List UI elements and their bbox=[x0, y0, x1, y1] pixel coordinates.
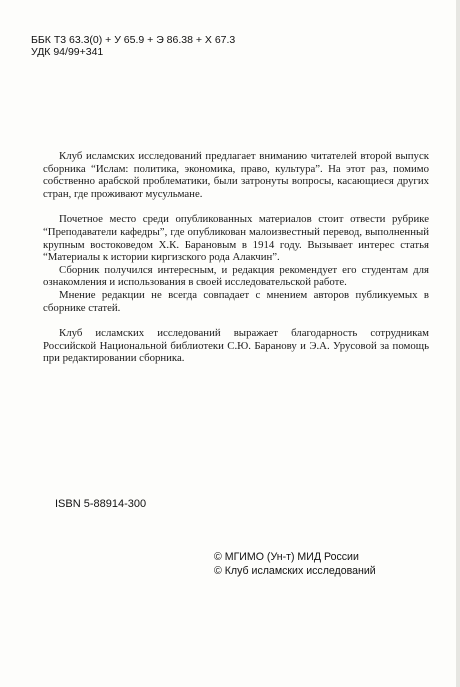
bbk-code: ББК Т3 63.3(0) + У 65.9 + Э 86.38 + Х 67.3 bbox=[31, 34, 236, 46]
copyright-block bbox=[214, 550, 376, 578]
body-text bbox=[43, 150, 429, 365]
paragraph-recommendation: Сборник получился интересным, и редакция рекомендует его студентам для ознакомления и использования в своей исследовательской работе. bbox=[43, 263, 429, 289]
paragraph-highlight: Почетное место среди опубликованных материалов стоит отвести рубрике “Преподаватели кафедры”, где опубликован малоизвестный перевод, выполненный крупным востоковедом Х.К. Барановым в 1914 году. Вызывает интерес статья “Материалы к истории киргизского рода Алакчин”. bbox=[43, 213, 429, 264]
copyright-line-mgimo: © МГИМО (Ун-т) МИД России bbox=[214, 551, 359, 563]
udk-code: УДК 94/99+341 bbox=[31, 46, 104, 58]
paragraph-disclaimer: Мнение редакции не всегда совпадает с мнением авторов публикуемых в сборнике статей. bbox=[43, 288, 429, 314]
paragraph-intro: Клуб исламских исследований предлагает вниманию читателей второй выпуск сборника “Ислам: политика, экономика, право, культура”. На этот раз, помимо собственно арабской проблематики, были затронуты вопросы, касающиеся других стран, где проживают мусульмане. bbox=[43, 150, 429, 200]
paragraph-acknowledgements: Клуб исламских исследований выражает благодарность сотрудникам Российской Национальной библиотеки С.Ю. Баранову и Э.А. Урусовой за помощь при редактировании сборника. bbox=[43, 327, 429, 365]
copyright-line-club: © Клуб исламских исследований bbox=[214, 565, 376, 577]
classification-block bbox=[31, 34, 235, 58]
page-edge-shadow bbox=[456, 0, 460, 687]
isbn: ISBN 5-88914-300 bbox=[55, 498, 147, 510]
